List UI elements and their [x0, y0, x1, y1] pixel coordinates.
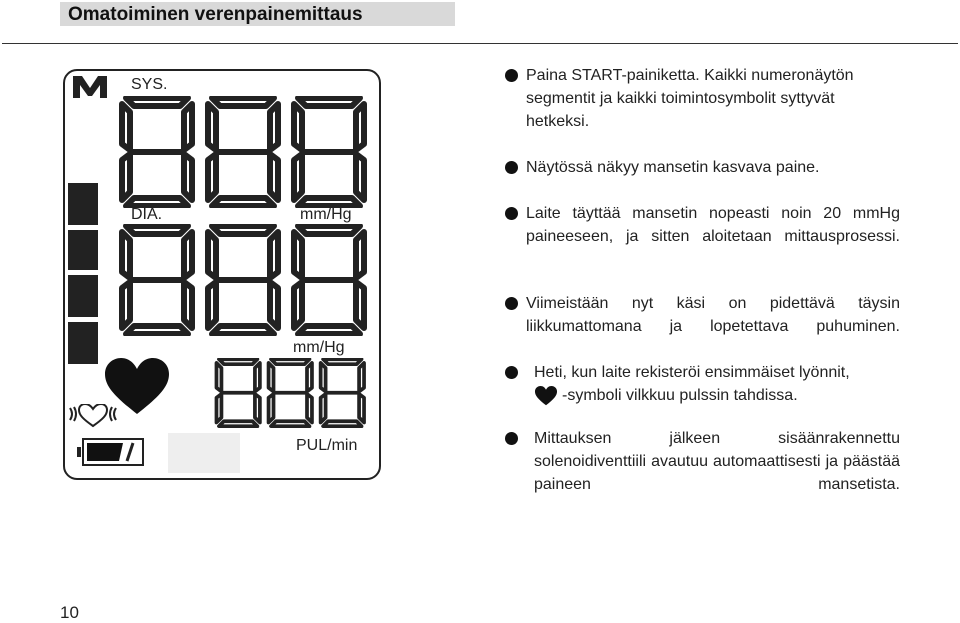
bullet-icon [505, 69, 518, 82]
section-title-bar [60, 2, 455, 26]
bullet-icon [505, 432, 518, 445]
diastolic-digits [118, 224, 368, 336]
unit-label-mid: mm/Hg [293, 339, 345, 356]
memory-bar-segment [68, 183, 98, 225]
memory-bar-segment [68, 230, 98, 270]
heart-icon [534, 386, 558, 406]
list-item: Paina START-painiketta. Kaikki numeronäytön segmentit ja kaikki toimintosymbolit syttyvät hetkeksi. [505, 64, 900, 133]
unit-label-top: mm/Hg [300, 206, 352, 223]
bullet-icon [505, 161, 518, 174]
memory-bar-segment [68, 322, 98, 364]
irregular-heartbeat-icon [68, 404, 118, 430]
list-item: Heti, kun laite rekisteröi ensimmäiset lyönnit, -symboli vilkkuu pulssin tahdissa. [505, 361, 900, 407]
list-item: Viimeistään nyt käsi on pidettävä täysin liikkumattomana ja lopetettava puhuminen. [505, 292, 900, 338]
pulse-label: PUL/min [296, 437, 358, 454]
memory-m-icon [73, 76, 107, 98]
bullet-icon [505, 207, 518, 220]
page-number: 10 [60, 603, 79, 622]
header-rule [2, 43, 958, 44]
battery-icon [77, 437, 145, 467]
dia-label: DIA. [131, 206, 163, 223]
list-item: Näytössä näkyy mansetin kasvava paine. [505, 156, 900, 179]
pulse-digits [214, 358, 370, 430]
sys-label: SYS. [131, 76, 168, 93]
systolic-digits [118, 96, 368, 208]
memory-bar-segment [68, 275, 98, 317]
page-title: Omatoiminen verenpainemittaus [68, 4, 363, 25]
list-item: Laite täyttää mansetin nopeasti noin 20 mmHg paineeseen, ja sitten aloitetaan mittausprosessi. [505, 202, 900, 248]
bullet-icon [505, 297, 518, 310]
display-shaded-area [168, 433, 240, 473]
bullet-icon [505, 366, 518, 379]
list-item: Mittauksen jälkeen sisäänrakennettu solenoidiventtiili avautuu automaattisesti ja päästää paineen mansetista. [505, 427, 900, 496]
